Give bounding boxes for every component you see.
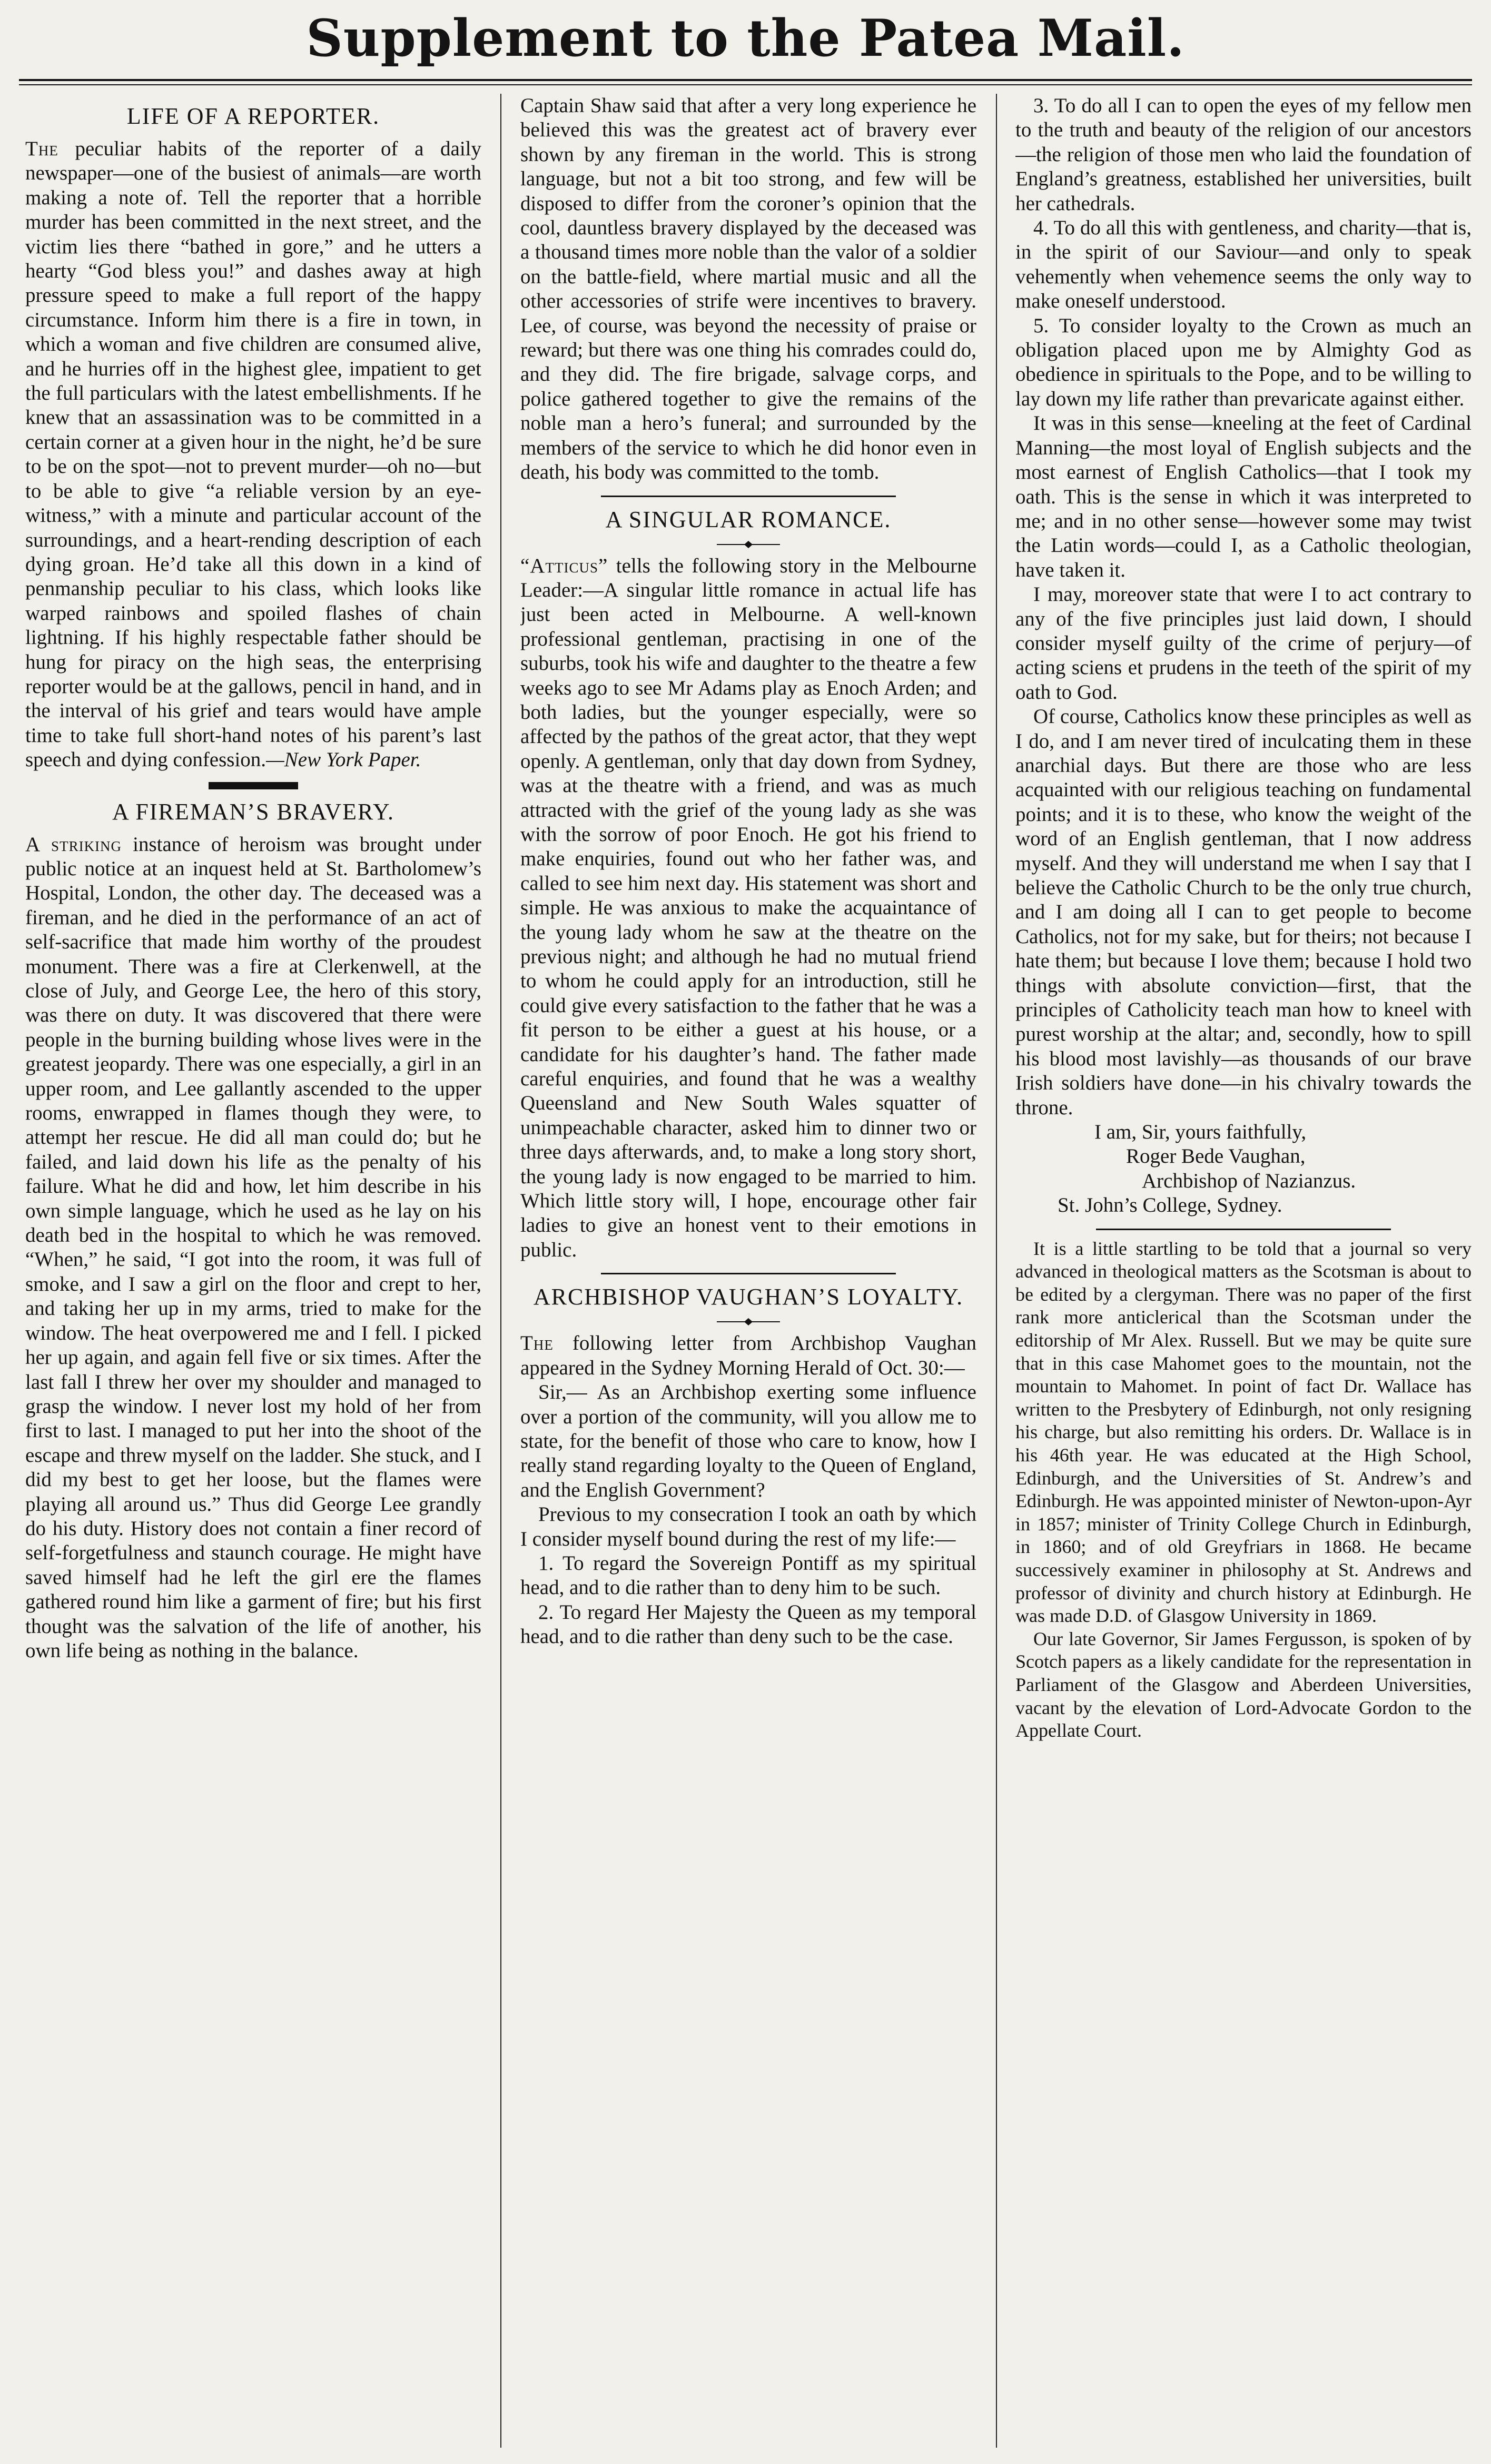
column-1: [25, 94, 481, 2448]
column-2: [520, 94, 976, 2448]
letter-signature-title: Archbishop of Nazianzus.: [1142, 1169, 1356, 1192]
lead-word: The: [25, 137, 58, 160]
lead-word: The: [520, 1332, 554, 1355]
letter-closing: I am, Sir, yours faithfully,: [1094, 1121, 1307, 1144]
masthead-rule-thin: [19, 84, 1472, 85]
masthead: [0, 0, 1491, 79]
article-body-fireman-cont: Captain Shaw said that after a very long experience he believed this was the greatest act of bravery ever shown by any fireman in the world. This is strong language, but not a bit too strong, and few will be disposed to differ from the coroner’s opinion that the cool, dauntless bravery displayed by the deceased was a thousand times more noble than the valor of a soldier on the battle-field, where martial music and all the other accessories of strife were incentives to bravery. Lee, of course, was beyond the necessity of praise or reward; but there was one thing his comrades could do, and they did. The fire brigade, salvage corps, and police gathered together to give the remains of the noble man a hero’s funeral; and surrounded by the members of the service to which he did honor even in death, his body was committed to the tomb.: [520, 94, 976, 484]
letter-paragraph: 2. To regard Her Majesty the Queen as my temporal head, and to die rather than deny such to be the case.: [520, 1600, 976, 1648]
news-paragraph-fergusson: Our late Governor, Sir James Fergusson, is spoken of by Scotch papers as a likely candidate for the representation in Parliament of the Glasgow and Aberdeen Universities, vacant by the elevation of Lord-Advocate Gordon to the Appellate Court.: [1015, 1628, 1472, 1741]
section-rule: [601, 496, 896, 497]
body-text: following letter from Archbishop Vaughan appeared in the Sydney Morning Herald of Oct. 30:—: [520, 1332, 976, 1379]
article-body-romance: [520, 554, 976, 1263]
letter-paragraph: 3. To do all I can to open the eyes of my fellow men to the truth and beauty of the religion of our ancestors—the religion of those men who laid the foundation of England’s greatness, established her universities, built her cathedrals.: [1015, 94, 1472, 215]
letter-paragraph: 5. To consider loyalty to the Crown as much an obligation placed upon me by Almighty God as obedience in spirituals to the Pope, and to be willing to lay down my life rather than prevaricate against either.: [1015, 314, 1472, 410]
body-text: instance of heroism was brought under public notice at an inquest held at St. Bartholomew’s Hospital, London, the other day. The deceased was a fireman, and he died in the performance of an act of self-sacrifice that made him worthy of the proudest monument. There was a fire at Clerkenwell, at the close of July, and George Lee, the hero of this story, was there on duty. It was discovered that there were people in the burning building whose lives were in the greatest jeopardy. There was one especially, a girl in an upper room, and Lee gallantly ascended to the upper rooms, enwrapped in flames though they were, to attempt her rescue. He did all man could do; but he failed, and laid down his life as the penalty of his failure. What he did and how, let him describe in his own simple language, which he used as he lay on his death bed in the hospital to which he was removed. “When,” he said, “I got into the room, it was full of smoke, and I saw a girl on the floor and crept to her, and taking her up in my arms, tried to make for the window. The heat overpowered me and I fell. I picked her up again, and again fell five or six times. After the last fall I threw her over my shoulder and managed to grasp the window. I never lost my hold of her from first to last. I managed to put her into the shoot of the escape and threw myself on the ladder. She stuck, and I did my best to get her loose, but the flames were playing all around us.” Thus did George Lee grandly do his duty. History does not contain a finer record of self-forgetfulness and staunch courage. He might have saved himself had he left the girl ere the flames gathered round him like a garment of fire; but his first thought was the salvation of the life of another, his own life being as nothing in the balance.: [25, 833, 481, 1662]
column-3: [1015, 94, 1472, 2448]
lead-word: “Atticus”: [520, 554, 608, 577]
letter-paragraph: Of course, Catholics know these principles as well as I do, and I am never tired of inculcating them in these anarchial days. But there are those who are less acquainted with our religious teaching on fundamental points; and it is to these, who know the weight of the word of an English gentleman, that I now address myself. And they will understand me when I say that I believe the Catholic Church to be the only true church, and I am doing all I can to get people to become Catholics, not for my sake, but for theirs; not because I hate them; but because I love them; because I hold two things with absolute conviction—first, that the principles of Catholicity teach man how to kneel with purest worship at the altar; and, secondly, how to spill his blood most lavishly—as thousands of our brave Irish soldiers have done—in his chivalry towards the throne.: [1015, 705, 1472, 1119]
section-rule: [1096, 1229, 1391, 1230]
letter-address: St. John’s College, Sydney.: [1058, 1194, 1282, 1217]
ornament-icon: [717, 540, 780, 549]
article-title-reporter: LIFE OF A REPORTER.: [126, 103, 380, 129]
letter-paragraph: Previous to my consecration I took an oath by which I consider myself bound during the rest of my life:—: [520, 1503, 976, 1550]
article-body-fireman: [25, 833, 481, 1664]
column-divider: [996, 94, 997, 2448]
column-divider: [500, 94, 501, 2448]
masthead-title: Supplement to the Patea Mail.: [306, 8, 1185, 68]
body-text: tells the following story in the Melbourne Leader:—A singular little romance in actual life has just been acted in Melbourne. A well-known professional gentleman, practising in one of the suburbs, took his wife and daughter to the theatre a few weeks ago to see Mr Adams play as Enoch Arden; and both ladies, but the younger especially, were so affected by the pathos of the great actor, that they wept openly. A gentleman, only that day down from Sydney, was at the theatre with a friend, and was as much attracted with the grief of the young lady as she was with the sorrow of poor Enoch. He got his friend to make enquiries, found out who her father was, and called to see him next day. His statement was short and simple. He was anxious to make the acquaintance of the young lady whom he saw at the theatre on the previous night; and although he had no mutual friend to whom he could apply for an introduction, still he could give every satisfaction to the father that he was a fit person to be either a guest at his house, or a candidate for his daughter’s hand. The father made careful enquiries, and found that he was a wealthy Queensland and New South Wales squatter of unimpeachable character, asked him to dinner two or three days afterwards, and, to make a long story short, the young lady is now engaged to be married to him. Which little story will, I hope, encourage other fair ladies to give an honest vent to their emotions in public.: [520, 554, 976, 1261]
article-title-vaughan: ARCHBISHOP VAUGHAN’S LOYALTY.: [533, 1284, 964, 1310]
letter-paragraph: 1. To regard the Sovereign Pontiff as my spiritual head, and to die rather than to deny him to be such.: [520, 1551, 976, 1599]
body-text: peculiar habits of the reporter of a daily newspaper—one of the busiest of animals—are worth making a note of. Tell the reporter that a horrible murder has been committed in the next street, and the victim lies there “bathed in gore,” and he utters a hearty “God bless you!” and dashes away at high pressure speed to make a full report of the happy circumstance. Inform him there is a fire in town, in which a woman and five children are consumed alive, and he hurries off in the highest glee, impatient to get the full particulars with the latest embellishments. If he knew that an assassination was to be committed in a certain corner at a given hour in the night, he’d be sure to be on the spot—not to prevent murder—oh no—but to be able to give “a reliable version by an eye-witness,” with a minute and particular account of the surroundings, and a heart-rending description of each dying groan. He’d take all this down in a kind of penmanship peculiar to his class, which looks like warped rainbows and spoiled flashes of chain lightning. If his highly respectable father should be hung for piracy on the high seas, the enterprising reporter would be at the gallows, pencil in hand, and in the interval of his grief and tears would have ample time to take full short-hand notes of his parent’s last speech and dying confession.: [25, 137, 481, 771]
letter-intro: [520, 1331, 976, 1380]
letter-signature: Roger Bede Vaughan,: [1126, 1145, 1306, 1168]
section-rule: [209, 782, 298, 789]
lead-word: A striking: [25, 833, 122, 856]
news-paragraph-scotsman: It is a little startling to be told that a journal so very advanced in theological matters as the Scotsman is about to be edited by a clergyman. There was no paper of the first rank more anticlerical than the Scotsman under the editorship of Mr Alex. Russell. But we may be quite sure that in this case Mahomet goes to the mountain, not the mountain to Mahomet. In point of fact Dr. Wallace has written to the Presbytery of Edinburgh, not only resigning his charge, but also remitting his orders. Dr. Wallace is in his 46th year. He was educated at the High School, Edinburgh, and the Universities of St. Andrew’s and Edinburgh. He was appointed minister of Newton-upon-Ayr in 1857; minister of Trinity College Church in Edinburgh, in 1860; and of old Greyfriars in 1868. He became successively examiner in philosophy at St. Andrews and professor of divinity and church history at Edinburgh. He was made D.D. of Glasgow University in 1869.: [1015, 1238, 1472, 1627]
source-credit: —New York Paper.: [266, 748, 421, 771]
section-rule: [601, 1273, 896, 1274]
letter-paragraph: I may, moreover state that were I to act contrary to any of the five principles just laid down, I should consider myself guilty of the crime of perjury—of acting sciens et prudens in the teeth of the spirit of my oath to God.: [1015, 583, 1472, 704]
letter-paragraph: It was in this sense—kneeling at the feet of Cardinal Manning—the most loyal of English subjects and the most earnest of English Catholics—that I took my oath. This is the sense in which it was interpreted to me; and in no other sense—however some may twist the Latin words—could I, as a Catholic theologian, have taken it.: [1015, 412, 1472, 581]
letter-paragraph: 4. To do all this with gentleness, and charity—that is, in the spirit of our Saviour—and only to speak vehemently when vehemence seems the only way to make oneself understood.: [1015, 216, 1472, 313]
article-title-romance: A SINGULAR ROMANCE.: [605, 506, 892, 532]
letter-paragraph: Sir,— As an Archbishop exerting some influence over a portion of the community, will you allow me to state, for the benefit of those who care to know, how I really stand regarding loyalty to the Queen of England, and the English Government?: [520, 1381, 976, 1501]
article-title-fireman: A FIREMAN’S BRAVERY.: [112, 798, 394, 825]
article-body-reporter: [25, 137, 481, 773]
ornament-icon: [717, 1318, 780, 1326]
masthead-rule: [19, 79, 1472, 81]
